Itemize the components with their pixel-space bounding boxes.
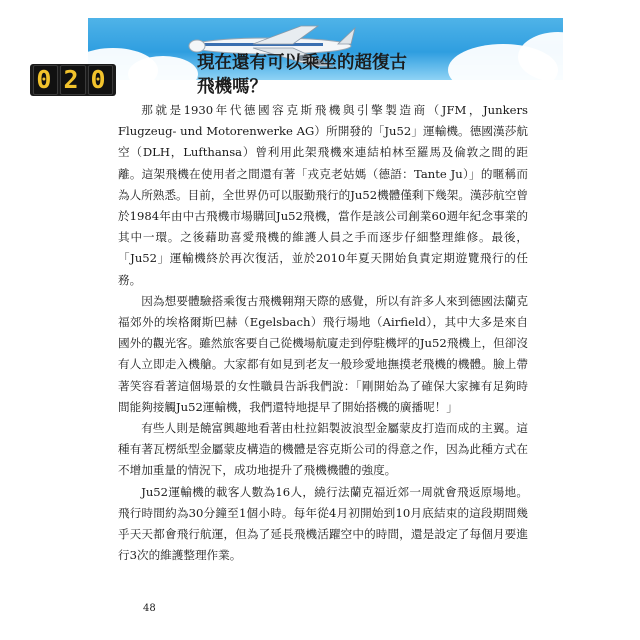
body-text <box>118 100 528 566</box>
paragraph: 那就是1930年代德國容克斯飛機與引擎製造商（JFM，Junkers Flugzeug- und Motorenwerke AG）所開發的「Ju52」運輸機。德國漢莎航空（DLH，Lufthansa）曾利用此架飛機來連結柏林至羅馬及倫敦之間的距離。這架飛機在使用者之間還有著「戎克老姑媽（德語：Tante Ju）」的暱稱而為人所熟悉。目前，全世界仍可以服勤飛行的Ju52機體僅剩下幾架。漢莎航空曾於1984年由中古飛機市場購回Ju52飛機，當作是該公司創業60週年紀念事業的其中一環。之後藉助喜愛飛機的維護人員之手而逐步仔細整理維修。最後，「Ju52」運輸機終於再次復活，並於2010年夏天開始負責定期遊覽飛行的任務。 <box>118 103 528 287</box>
paragraph: 有些人則是饒富興趣地看著由杜拉鋁製波浪型金屬蒙皮打造而成的主翼。這種有著瓦楞紙型金屬蒙皮構造的機體是容克斯公司的得意之作，因為此種方式在不增加重量的情況下，成功地提升了飛機機體的強度。 <box>118 421 528 478</box>
page-number: 48 <box>143 603 156 614</box>
chapter-number-badge <box>30 64 116 96</box>
chapter-digit: 0 <box>88 65 113 95</box>
page-title <box>197 51 557 99</box>
chapter-digit: 0 <box>33 65 58 95</box>
title-line-1: 現在還有可以乘坐的超復古 <box>197 53 407 73</box>
chapter-digit: 2 <box>60 65 85 95</box>
title-line-2: 飛機嗎？ <box>197 77 267 97</box>
paragraph: Ju52運輸機的載客人數為16人，繞行法蘭克福近郊一周就會飛返原場地。飛行時間約為30分鐘至1個小時。每年從4月初開始到10月底結束的這段期間幾乎天天都會飛行航運，但為了延長飛機活躍空中的時間，還是設定了每個月要進行3次的維護整理作業。 <box>118 484 528 563</box>
paragraph: 因為想要體驗搭乘復古飛機翱翔天際的感覺，所以有許多人來到德國法蘭克福郊外的埃格爾斯巴赫（Egelsbach）飛行場地（Airfield），其中大多是來自國外的觀光客。雖然旅客要自己從機場航廈走到停駐機坪的Ju52飛機上，但卻沒有人立即走入機艙。大家都有如見到老友一般珍愛地撫摸老飛機的機體。臉上帶著笑容看著這個場景的女性職員告訴我們說：「剛開始為了確保大家擁有足夠時間能夠接觸Ju52運輸機，我們還特地提早了開始搭機的廣播呢！」 <box>118 293 528 414</box>
